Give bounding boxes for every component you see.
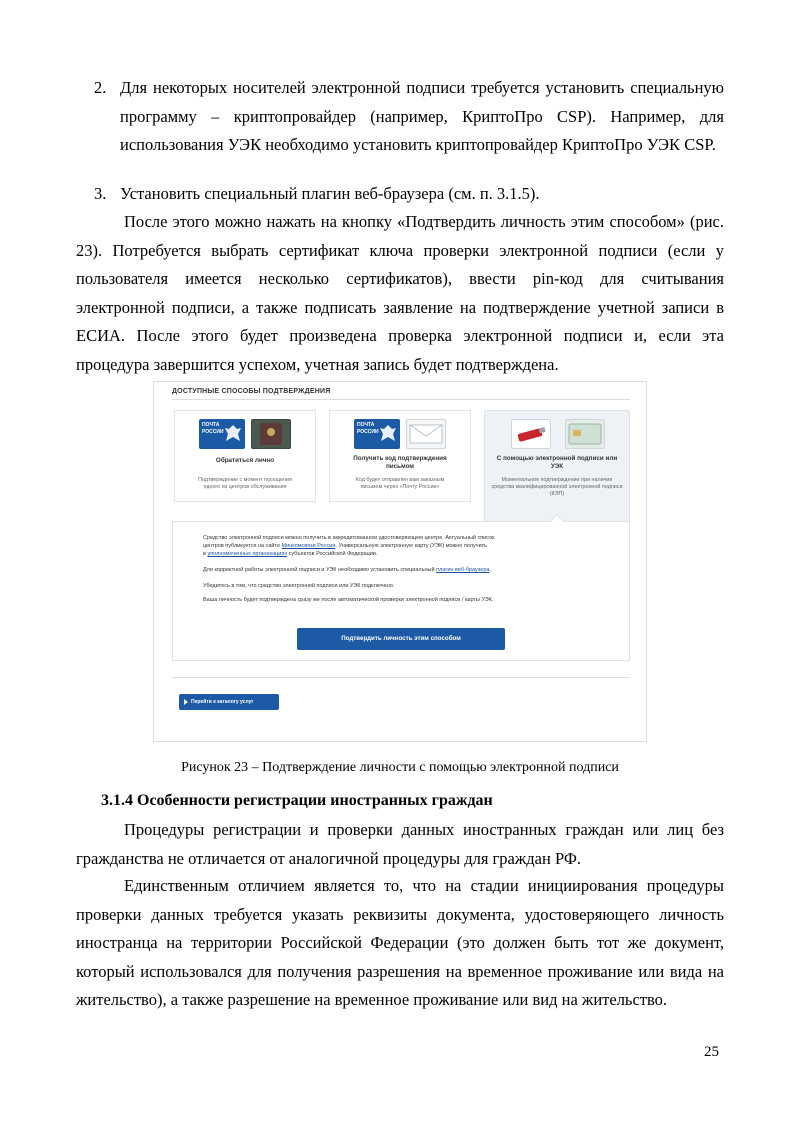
list-item-2 <box>94 74 724 160</box>
card-icons <box>330 419 470 449</box>
method-card-in-person[interactable] <box>174 410 316 502</box>
card-description: Моментальное подтверждение при наличии средства квалифицированной электронной подписи (КЭП) <box>491 477 623 497</box>
passport-icon <box>251 419 291 449</box>
card-title: С помощью электронной подписи или УЭК <box>496 455 618 470</box>
card-description: Подтверждение с момент посещения одного из центров обслуживания <box>198 477 292 490</box>
card-icons <box>485 419 629 449</box>
card-title: Обратиться лично <box>215 457 275 464</box>
paragraph: Единственным отличием является то, что на стадии инициирования процедуры проверки данных требуется указать реквизиты документа, удостоверяющего личность иностранца на территории Российской Федерации (это должен быть тот же документ, который использовался для получения разрешения на временное проживание или вида на жительство), а также разрешение на временное проживание или вид на жительство. <box>76 876 724 1009</box>
e-signature-info-panel <box>172 521 630 661</box>
info-text: Ваша личность будет подтверждена сразу же после автоматической проверки электронной подписи / карты УЭК. <box>203 597 494 603</box>
pochta-logo-icon: ПОЧТА РОССИИ <box>354 419 400 449</box>
card-title: Получить код подтверждения письмом <box>353 455 447 470</box>
browser-plugin-link[interactable]: плагин веб-браузера <box>436 567 490 573</box>
method-card-by-mail[interactable] <box>329 410 471 502</box>
figure-caption: Рисунок 23 – Подтверждение личности с помощью электронной подписи <box>181 760 619 775</box>
confirm-identity-button[interactable]: Подтвердить личность этим способом <box>297 628 505 650</box>
go-to-services-button[interactable]: Перейти к каталогу услуг <box>179 694 279 710</box>
page-number: 25 <box>704 1044 719 1060</box>
list-text: Установить специальный плагин веб-браузера (см. п. 3.1.5). <box>120 184 540 203</box>
info-text: Для корректной работы электронной подписи и УЭК необходимо установить специальный плагин веб-браузера. <box>203 567 491 573</box>
usb-token-icon <box>511 419 551 449</box>
list-text: Для некоторых носителей электронной подписи требуется установить специальную программу – криптопровайдер (например, КриптоПро CSP). Например, для использования УЭК необходимо установить криптопровайдер КриптоПро УЭК CSP. <box>120 78 724 154</box>
divider <box>172 399 630 400</box>
paragraph: Процедуры регистрации и проверки данных иностранных граждан или лиц без гражданства не отличается от аналогичной процедуры для граждан РФ. <box>76 820 724 868</box>
figure-section-title: ДОСТУПНЫЕ СПОСОБЫ ПОДТВЕРЖДЕНИЯ <box>172 388 331 395</box>
smart-card-icon <box>565 419 605 449</box>
list-number: 2. <box>94 78 107 97</box>
section-heading: 3.1.4 Особенности регистрации иностранных граждан <box>101 792 493 809</box>
info-text: в уполномоченных организациях субъектов Российской Федерации. <box>203 551 378 557</box>
envelope-icon <box>406 419 446 449</box>
info-text: центров публикуется на сайте Минкомсвязи России. Универсальную электронную карту (УЭК) можно получить <box>203 543 488 549</box>
method-card-e-signature[interactable] <box>484 410 630 522</box>
pochta-logo-icon: ПОЧТА РОССИИ <box>199 419 245 449</box>
authorized-organizations-link[interactable]: уполномоченных организациях <box>207 551 288 557</box>
info-text: Убедитесь в том, что средство электронной подписи или УЭК подключено. <box>203 583 395 589</box>
minkomsvyaz-link[interactable]: Минкомсвязи России <box>281 543 336 549</box>
list-number: 3. <box>94 184 107 203</box>
list-item-3 <box>94 180 724 209</box>
divider <box>172 677 630 678</box>
card-description: Код будет отправлен вам заказным письмом через «Почту России» <box>355 477 445 490</box>
play-icon <box>184 699 188 705</box>
info-text: Средство электронной подписи можно получить в аккредитованном удостоверяющем центре. Актуальный список <box>203 535 495 541</box>
screenshot-figure <box>153 381 647 742</box>
paragraph: После этого можно нажать на кнопку «Подтвердить личность этим способом» (рис. 23). Потребуется выбрать сертификат ключа проверки электронной подписи (если у пользователя имеется несколько сертификатов), ввести pin-код для считывания электронной подписи, а также подписать заявление на подтверждение учетной записи в ЕСИА. После этого будет произведена проверка электронной подписи и, если эта процедура завершится успехом, учетная запись будет подтверждена. <box>76 212 724 374</box>
card-icons <box>175 419 315 449</box>
